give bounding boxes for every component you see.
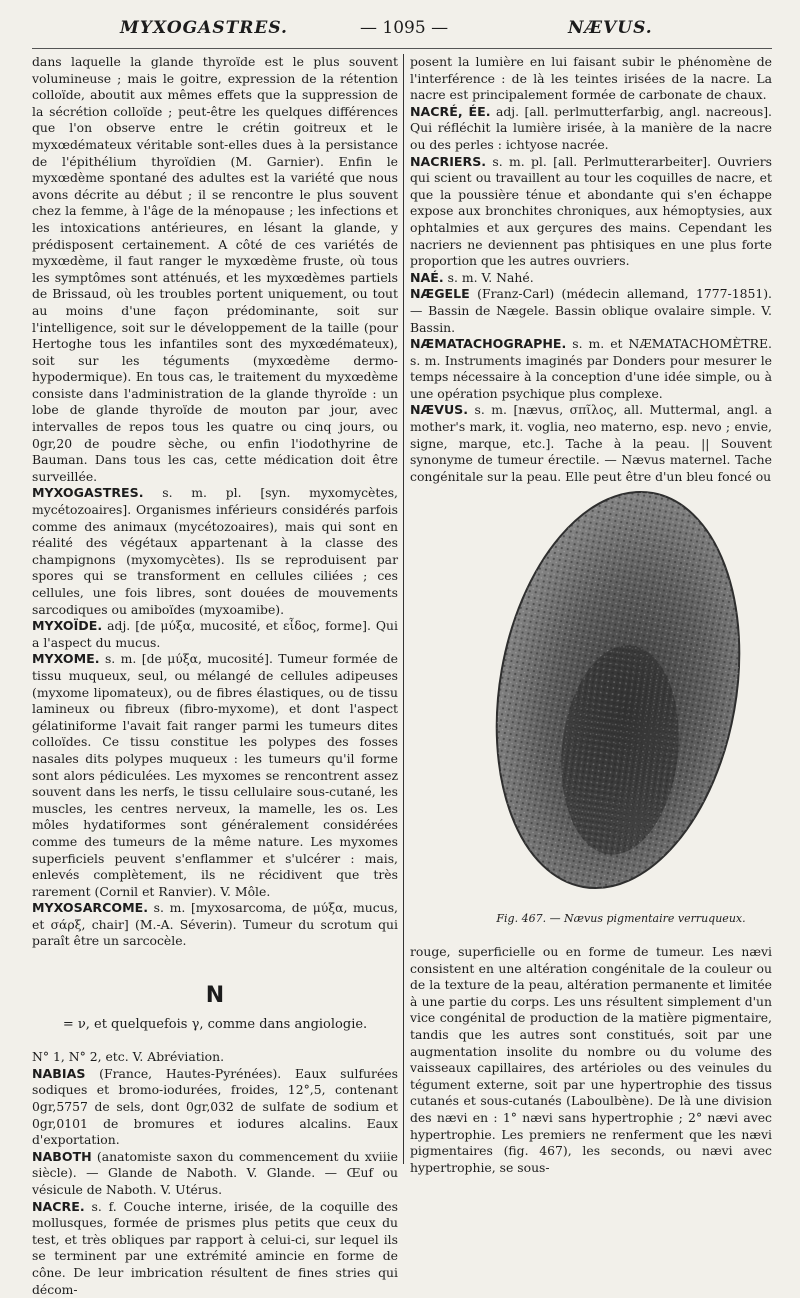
entry-headword: NÆMATACHOGRAPHE. bbox=[410, 336, 567, 352]
entry-numero bbox=[32, 1049, 398, 1066]
column-divider bbox=[403, 54, 404, 1164]
entry-headword: NACRIERS. bbox=[410, 153, 487, 169]
entry-text: s. m. [de μύξα, mucosité]. Tumeur formée de tissu muqueux, seul, ou mélangé de cellules adipeuses (myxome lipomateux), ou de fibres élastiques, ou de tissu lamineux ou fibreux (fibro-myxome), et dont l'aspect gélatiniforme l'avait fait ranger parmi les tumeurs dites colloïdes. Ce tissu constitue les polypes des fosses nasales dits polypes muqueux : les tumeurs qu'il forme sont alors pédiculées. Les myxomes se rencontrent assez souvent dans les nerfs, le tissu cellulaire sous-cutané, les muscles, les centres nerveux, la mamelle, les os. Les môles hydatiformes sont généralement considérées comme des tumeurs de la même nature. Les myxomes superficiels peuvent s'enflammer et s'ulcérer : mais, enlevés complètement, ils ne récidivent que très rarement (Cornil et Ranvier). V. Môle. bbox=[32, 651, 398, 899]
entry-nae bbox=[410, 270, 772, 287]
entry-text: (anatomiste saxon du commencement du xviiie siècle). — Glande de Naboth. V. Glande. — Œuf ou vésicule de Naboth. V. Utérus. bbox=[32, 1148, 398, 1197]
entry-text: (Franz-Carl) (médecin allemand, 1777-1851). — Bassin de Nægele. Bassin oblique ovalaire simple. V. Bassin. bbox=[410, 286, 772, 335]
entry-text: adj. [de μύξα, mucosité, et εἶδος, forme]. Qui a l'aspect du mucus. bbox=[32, 618, 398, 650]
entry-headword: MYXOGASTRES. bbox=[32, 485, 144, 501]
entry-nacre bbox=[32, 1199, 398, 1298]
naevus-engraving bbox=[470, 480, 760, 900]
entry-text: s. m. V. Nahé. bbox=[443, 269, 534, 285]
entry-nacre-continued bbox=[410, 54, 772, 104]
entry-myxoedeme-continued bbox=[32, 54, 398, 485]
section-letter: N bbox=[205, 983, 225, 1009]
entry-text: N° 1, N° 2, etc. V. Abréviation. bbox=[32, 1049, 225, 1065]
entry-text: (France, Hautes-Pyrénées). Eaux sulfurées sodiques et bromo-iodurées, froides, 12°,5, contenant 0gr,5757 de sels, dont 0gr,032 de sulfate de sodium et 0gr,0101 de bromures et iodures alcalins. Eaux d'exportation. bbox=[32, 1065, 398, 1148]
entry-text: s. m. [myxosarcoma, de μύξα, mucus, et σάρξ, chair] (M.-A. Séverin). Tumeur du scrotum qui paraît être un sarcocèle. bbox=[32, 900, 398, 949]
left-column bbox=[32, 54, 398, 1298]
entry-nacriers bbox=[410, 154, 772, 270]
entry-text: adj. [all. perlmutterfarbig, angl. nacreous]. Qui réfléchit la lumière irisée, à la manière de la nacre ou des perles : ichtyose nacrée. bbox=[410, 103, 772, 152]
entry-headword: NACRE. bbox=[32, 1198, 85, 1214]
entry-naevus bbox=[410, 402, 772, 485]
entry-text: s. f. Couche interne, irisée, de la coquille des mollusques, formée de prismes plus petits que ceux du test, et très obliques par rapport à celui-ci, sur lequel ils se terminent par une extrémité amincie en forme de cône. De leur imbrication résultent de fines stries qui décom- bbox=[32, 1198, 398, 1297]
entry-naematachographe bbox=[410, 336, 772, 402]
entry-headword: NÆVUS. bbox=[410, 402, 469, 418]
entry-text: s. m. et NÆMATACHOMÈTRE. s. m. Instruments imaginés par Donders pour mesurer le temps nécessaire à la conception d'une idée simple, ou à une opération psychique plus complexe. bbox=[410, 336, 772, 401]
page-number: — 1095 — bbox=[360, 18, 449, 38]
entry-myxogastres bbox=[32, 485, 398, 618]
entry-text: s. m. pl. [syn. myxomycètes, mycétozoaires]. Organismes inférieurs considérés parfois comme des animaux (mycétozoaires), mais qui sont en réalité des végétaux appartenant à la classe des champignons (myxomycètes). Ils se reproduisent par spores qui se transforment en cellules ciliées ; ces cellules, une fois libres, sont douées de mouvements sarcodiques ou amiboïdes (myxoamibe). bbox=[32, 485, 398, 617]
entry-text: s. m. pl. [all. Perlmutterarbeiter]. Ouvriers qui scient ou travaillent au tour les coquilles de nacre, et que la poussière ténue et abondante qui s'en échappe expose aux bronchites chroniques, aux hémoptysies, aux ophtalmies et aux gerçures des mains. Cependant les nacriers ne deviennent pas phtisiques en une plus forte proportion que les autres ouvriers. bbox=[410, 153, 772, 269]
entry-naboth bbox=[32, 1149, 398, 1199]
header-right-title: NÆVUS. bbox=[568, 18, 653, 38]
entry-text: dans laquelle la glande thyroïde est le plus souvent volumineuse ; mais le goitre, expression de la rétention colloïde, aboutit aux mêmes effets que la suppression de la sécrétion colloïde ; peut-être les quelques différences que l'on observe entre le crétin goitreux et le myxœdémateux véritable sont-elles dues à la persistance de l'épithélium thyroïdien (M. Garnier). Enfin le myxœdème spontané des adultes est la variété que nous avons décrite au début ; il se rencontre le plus souvent chez la femme, à l'âge de la ménopause ; les infections et les intoxications antérieures, en lésant la glande, y prédisposent certainement. A côté de ces variétés de myxœdème, il faut ranger le myxœdème fruste, où tous les symptômes sont atténués, et les myxœdèmes partiels de Brissaud, où les troubles portent uniquement, ou tout au moins d'une façon prédominante, soit sur l'intelligence, soit sur le développement de la taille (pour Hertoghe tous les infantiles sont des myxœdémateux), soit sur les téguments (myxœdème dermo-hypodermique). En tous cas, le traitement du myxœdème consiste dans l'administration de la glande thyroïde : un lobe de glande thyroïde de mouton par jour, avec intervalles de repos tous les quatre ou cinq jours, ou 0gr,20 de poudre sèche, ou enfin l'iodothyrine de Bauman. Dans tous les cas, cette médication doit être surveillée. bbox=[32, 54, 398, 484]
entry-headword: NACRÉ, ÉE. bbox=[410, 103, 491, 119]
right-column-after-figure: rouge, superficielle ou en forme de tumeur. Les nævi consistent en une altération congénitale de la couleur ou de la texture de la peau, altération permanente et limitée à une partie du corps. Les uns résultent simplement d'un vice congénital de production de la matière pigmentaire, tandis que les autres sont constitués, soit par une augmentation insolite du nombre ou du volume des vaisseaux capillaires, des artérioles ou des veinules du tégument externe, soit par une hypertrophie des tissus cutanés et sous-cutanés (Laboulbène). De là une division des nævi en : 1° nævi sans hypertrophie ; 2° nævi avec hypertrophie. Les premiers ne renferment que les nævi pigmentaires (fig. 467), les seconds, ou nævi avec hypertrophie, se sous- bbox=[410, 944, 772, 1175]
entry-myxoide bbox=[32, 618, 398, 651]
entry-naegele bbox=[410, 286, 772, 336]
right-column bbox=[410, 54, 772, 485]
entry-headword: NABOTH bbox=[32, 1148, 92, 1164]
page-header bbox=[0, 18, 800, 42]
entry-myxome bbox=[32, 651, 398, 900]
entry-nacre-adj bbox=[410, 104, 772, 154]
entry-text: s. m. [nævus, σπῖλος, all. Muttermal, angl. a mother's mark, it. voglia, neo materno, esp. nevo ; envie, signe, marque, etc.]. Tache à la peau. || Souvent synonyme de tumeur érectile. — Nævus maternel. Tache congénitale sur la peau. Elle peut être d'un bleu foncé ou bbox=[410, 402, 772, 484]
entry-headword: NÆGELE bbox=[410, 286, 470, 302]
entry-myxosarcome bbox=[32, 900, 398, 950]
entry-headword: NAÉ. bbox=[410, 269, 444, 285]
header-left-title: MYXOGASTRES. bbox=[120, 18, 288, 38]
section-note: = ν, et quelquefois γ, comme dans angiologie. bbox=[62, 1016, 368, 1032]
entry-headword: MYXOSARCOME. bbox=[32, 900, 149, 916]
figure-naevus-illustration bbox=[470, 480, 760, 900]
entry-headword: MYXOÏDE. bbox=[32, 618, 103, 634]
entry-headword: NABIAS bbox=[32, 1065, 86, 1081]
entry-text: posent la lumière en lui faisant subir le phénomène de l'interférence : de là les teintes irisées de la nacre. La nacre est principalement formée de carbonate de chaux. bbox=[410, 54, 772, 103]
header-rule bbox=[32, 48, 772, 49]
entry-nabias bbox=[32, 1066, 398, 1149]
figure-caption: Fig. 467. — Nævus pigmentaire verruqueux. bbox=[496, 912, 746, 925]
entry-headword: MYXOME. bbox=[32, 651, 100, 667]
